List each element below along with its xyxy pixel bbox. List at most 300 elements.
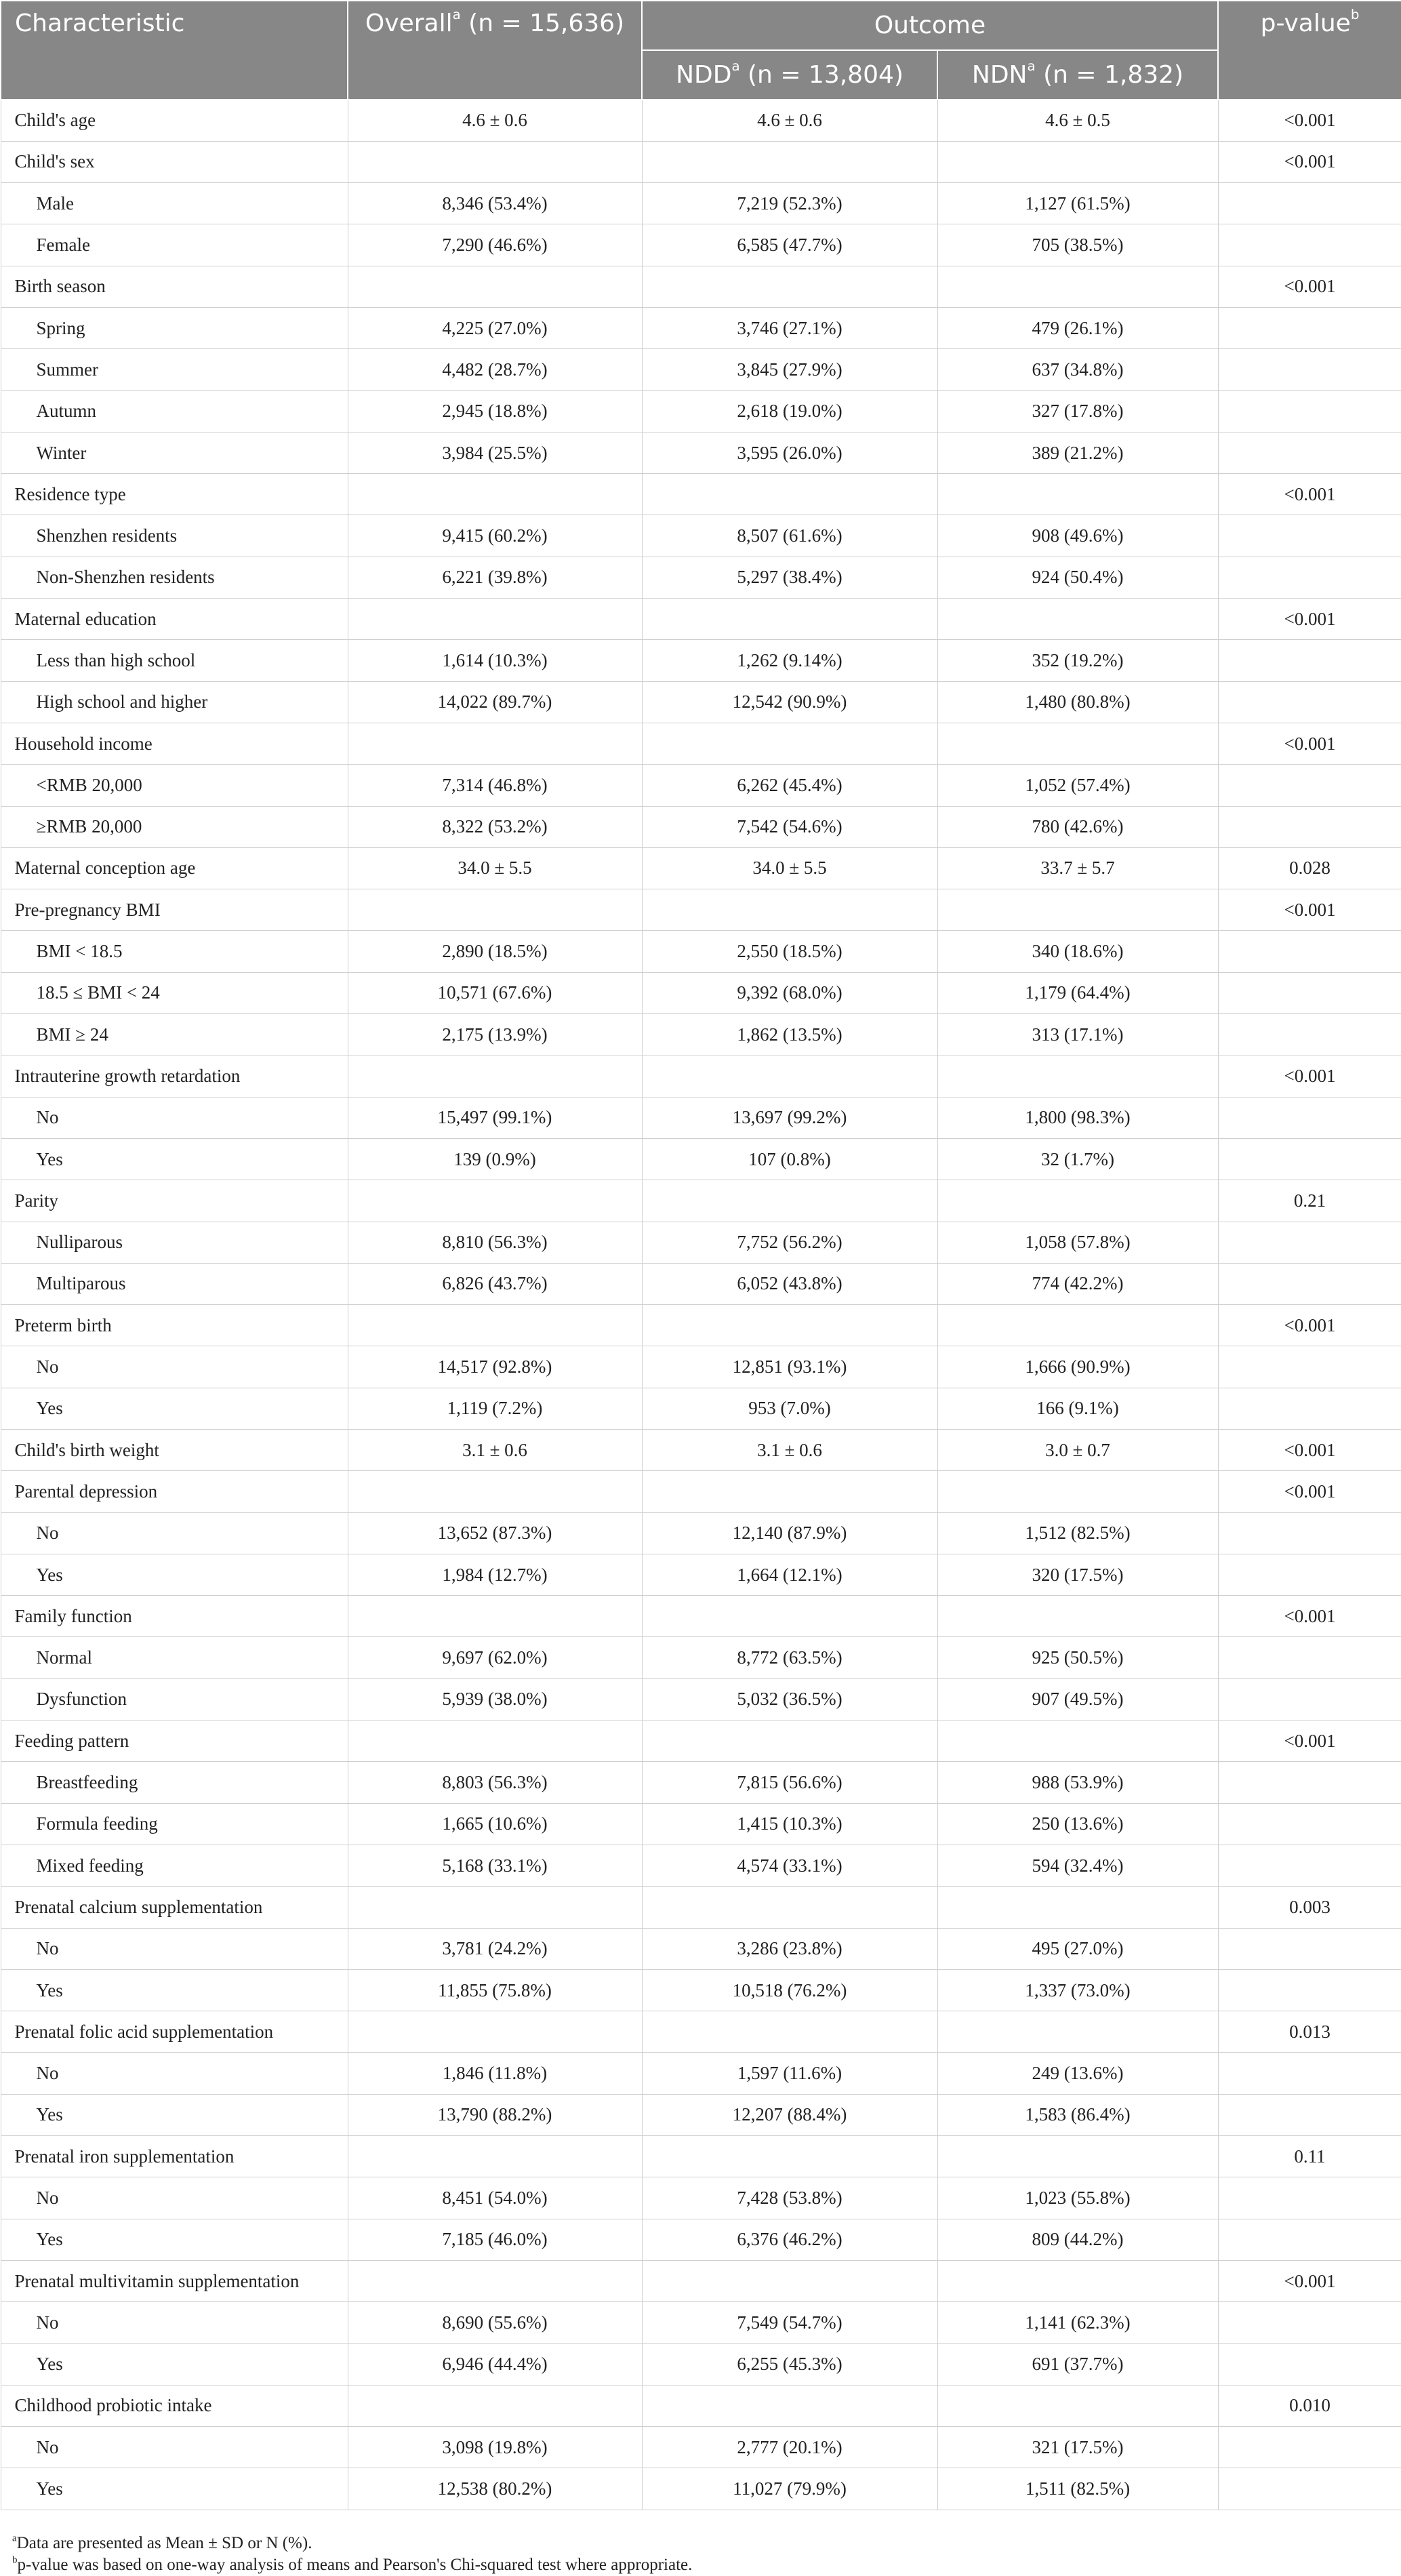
cell-ndn <box>937 2260 1218 2301</box>
cell-ndn: 1,800 (98.3%) <box>937 1097 1218 1138</box>
cell-ndd: 4.6 ± 0.6 <box>642 100 937 141</box>
cell-pvalue <box>1218 806 1401 847</box>
cell-ndd: 9,392 (68.0%) <box>642 972 937 1013</box>
row-label: Prenatal multivitamin supplementation <box>1 2260 348 2301</box>
cell-ndn: 925 (50.5%) <box>937 1637 1218 1678</box>
row-label: Preterm birth <box>1 1305 348 1346</box>
cell-ndd: 12,207 (88.4%) <box>642 2094 937 2135</box>
table-row <box>1 765 1401 806</box>
cell-pvalue <box>1218 1014 1401 1055</box>
cell-pvalue <box>1218 183 1401 224</box>
cell-overall <box>348 2136 642 2177</box>
table-row <box>1 1305 1401 1346</box>
row-label: Yes <box>1 1388 348 1429</box>
cell-ndd: 11,027 (79.9%) <box>642 2468 937 2510</box>
cell-ndn: 774 (42.2%) <box>937 1263 1218 1304</box>
cell-overall: 9,697 (62.0%) <box>348 1637 642 1678</box>
cell-ndd <box>642 599 937 640</box>
table-row <box>1 2302 1401 2343</box>
cell-ndn <box>937 266 1218 307</box>
cell-ndn: 313 (17.1%) <box>937 1014 1218 1055</box>
table-row <box>1 1969 1401 2011</box>
cell-overall: 3,984 (25.5%) <box>348 432 642 473</box>
row-label: Breastfeeding <box>1 1762 348 1803</box>
cell-ndd: 1,862 (13.5%) <box>642 1014 937 1055</box>
table-row <box>1 889 1401 931</box>
cell-ndd <box>642 474 937 515</box>
row-label: Maternal education <box>1 599 348 640</box>
row-label: Winter <box>1 432 348 473</box>
row-label: No <box>1 1512 348 1554</box>
table-row <box>1 2427 1401 2468</box>
header-pvalue: p-value$^b$ <box>1218 1 1401 100</box>
cell-overall: 2,945 (18.8%) <box>348 390 642 432</box>
cell-ndn: 32 (1.7%) <box>937 1138 1218 1180</box>
cell-overall: 13,652 (87.3%) <box>348 1512 642 1554</box>
table-row <box>1 2385 1401 2426</box>
table-row <box>1 1222 1401 1263</box>
cell-pvalue: <0.001 <box>1218 1720 1401 1762</box>
cell-ndd: 5,032 (36.5%) <box>642 1678 937 1720</box>
cell-pvalue <box>1218 2468 1401 2510</box>
cell-ndn <box>937 1055 1218 1097</box>
cell-ndd: 8,772 (63.5%) <box>642 1637 937 1678</box>
cell-ndn: 166 (9.1%) <box>937 1388 1218 1429</box>
cell-ndd: 7,549 (54.7%) <box>642 2302 937 2343</box>
cell-ndn: 809 (44.2%) <box>937 2219 1218 2260</box>
row-label: Yes <box>1 1969 348 2011</box>
cell-ndd: 2,550 (18.5%) <box>642 931 937 972</box>
row-label: Birth season <box>1 266 348 307</box>
row-label: BMI < 18.5 <box>1 931 348 972</box>
row-label: Maternal conception age <box>1 847 348 889</box>
cell-overall: 1,665 (10.6%) <box>348 1803 642 1845</box>
cell-ndd: 7,542 (54.6%) <box>642 806 937 847</box>
cell-ndd <box>642 2011 937 2053</box>
table-row <box>1 307 1401 348</box>
table-row <box>1 1803 1401 1845</box>
row-label: Yes <box>1 1554 348 1595</box>
cell-ndd <box>642 1471 937 1512</box>
row-label: Yes <box>1 2343 348 2385</box>
cell-overall: 3.1 ± 0.6 <box>348 1430 642 1471</box>
table-row <box>1 1512 1401 1554</box>
table-row <box>1 515 1401 557</box>
cell-ndn <box>937 1596 1218 1637</box>
table-row <box>1 1928 1401 1969</box>
table-row <box>1 557 1401 598</box>
cell-ndd: 3.1 ± 0.6 <box>642 1430 937 1471</box>
footnote-b: $^b$p-value was based on one-way analysis of means and Pearson's Chi-squared test where appropriate. <box>12 2554 693 2574</box>
table-row <box>1 1471 1401 1512</box>
cell-pvalue <box>1218 1097 1401 1138</box>
cell-pvalue <box>1218 2053 1401 2094</box>
cell-overall <box>348 2011 642 2053</box>
row-label: Less than high school <box>1 640 348 681</box>
row-label: No <box>1 2302 348 2343</box>
row-label: Yes <box>1 2094 348 2135</box>
row-label: Autumn <box>1 390 348 432</box>
cell-pvalue: <0.001 <box>1218 723 1401 764</box>
cell-overall: 7,314 (46.8%) <box>348 765 642 806</box>
table-row <box>1 1263 1401 1304</box>
cell-ndd: 7,219 (52.3%) <box>642 183 937 224</box>
cell-overall <box>348 2260 642 2301</box>
cell-pvalue <box>1218 557 1401 598</box>
table-row <box>1 806 1401 847</box>
cell-ndn <box>937 474 1218 515</box>
cell-pvalue <box>1218 1803 1401 1845</box>
table-row <box>1 2053 1401 2094</box>
cell-overall <box>348 266 642 307</box>
table-row <box>1 1097 1401 1138</box>
cell-overall <box>348 1471 642 1512</box>
cell-ndn: 250 (13.6%) <box>937 1803 1218 1845</box>
row-label: Prenatal calcium supplementation <box>1 1887 348 1928</box>
table-row <box>1 349 1401 390</box>
table-row <box>1 2011 1401 2053</box>
cell-pvalue <box>1218 1678 1401 1720</box>
cell-ndn <box>937 599 1218 640</box>
row-label: Childhood probiotic intake <box>1 2385 348 2426</box>
table-row <box>1 1430 1401 1471</box>
cell-overall <box>348 889 642 931</box>
cell-ndd <box>642 2136 937 2177</box>
cell-ndd: 12,542 (90.9%) <box>642 681 937 723</box>
cell-overall: 13,790 (88.2%) <box>348 2094 642 2135</box>
cell-ndd: 6,262 (45.4%) <box>642 765 937 806</box>
row-label: ≥RMB 20,000 <box>1 806 348 847</box>
cell-overall: 8,690 (55.6%) <box>348 2302 642 2343</box>
cell-ndn <box>937 2011 1218 2053</box>
cell-ndd: 8,507 (61.6%) <box>642 515 937 557</box>
row-label: Child's sex <box>1 141 348 182</box>
cell-ndn: 327 (17.8%) <box>937 390 1218 432</box>
table-row <box>1 1720 1401 1762</box>
table-row <box>1 681 1401 723</box>
cell-overall: 3,781 (24.2%) <box>348 1928 642 1969</box>
cell-overall <box>348 2385 642 2426</box>
cell-overall: 2,175 (13.9%) <box>348 1014 642 1055</box>
cell-ndn <box>937 889 1218 931</box>
row-label: Non-Shenzhen residents <box>1 557 348 598</box>
cell-overall: 6,826 (43.7%) <box>348 1263 642 1304</box>
cell-ndn: 705 (38.5%) <box>937 224 1218 266</box>
cell-ndn: 321 (17.5%) <box>937 2427 1218 2468</box>
row-label: Intrauterine growth retardation <box>1 1055 348 1097</box>
cell-ndd <box>642 1180 937 1222</box>
cell-ndn: 249 (13.6%) <box>937 2053 1218 2094</box>
cell-overall: 6,221 (39.8%) <box>348 557 642 598</box>
cell-ndn: 479 (26.1%) <box>937 307 1218 348</box>
cell-pvalue: <0.001 <box>1218 2260 1401 2301</box>
cell-ndd <box>642 1055 937 1097</box>
table-row <box>1 390 1401 432</box>
cell-ndd <box>642 1887 937 1928</box>
cell-ndn <box>937 141 1218 182</box>
cell-ndn: 1,337 (73.0%) <box>937 1969 1218 2011</box>
cell-pvalue <box>1218 515 1401 557</box>
cell-overall: 4,225 (27.0%) <box>348 307 642 348</box>
cell-pvalue <box>1218 1845 1401 1886</box>
table-row <box>1 1180 1401 1222</box>
cell-overall: 4,482 (28.7%) <box>348 349 642 390</box>
cell-overall <box>348 723 642 764</box>
cell-pvalue: 0.21 <box>1218 1180 1401 1222</box>
cell-overall: 6,946 (44.4%) <box>348 2343 642 2385</box>
cell-ndn: 33.7 ± 5.7 <box>937 847 1218 889</box>
cell-ndd <box>642 889 937 931</box>
header-characteristic: Characteristic <box>1 1 348 100</box>
cell-overall: 7,290 (46.6%) <box>348 224 642 266</box>
cell-ndn <box>937 2385 1218 2426</box>
cell-overall <box>348 1720 642 1762</box>
cell-overall: 5,168 (33.1%) <box>348 1845 642 1886</box>
table-row <box>1 2219 1401 2260</box>
cell-pvalue: <0.001 <box>1218 599 1401 640</box>
header-ndd: NDD$^a$ (n = 13,804) <box>642 50 937 100</box>
cell-ndn: 3.0 ± 0.7 <box>937 1430 1218 1471</box>
cell-ndd: 34.0 ± 5.5 <box>642 847 937 889</box>
table-row <box>1 1554 1401 1595</box>
cell-ndd <box>642 2385 937 2426</box>
table-header <box>1 1 1401 100</box>
cell-ndn <box>937 2136 1218 2177</box>
row-label: Household income <box>1 723 348 764</box>
table-row <box>1 1596 1401 1637</box>
row-label: Male <box>1 183 348 224</box>
cell-ndn: 1,511 (82.5%) <box>937 2468 1218 2510</box>
cell-ndn: 924 (50.4%) <box>937 557 1218 598</box>
cell-ndd: 13,697 (99.2%) <box>642 1097 937 1138</box>
cell-ndd: 3,595 (26.0%) <box>642 432 937 473</box>
table-row <box>1 972 1401 1013</box>
cell-overall <box>348 1180 642 1222</box>
cell-pvalue: 0.003 <box>1218 1887 1401 1928</box>
cell-ndd <box>642 141 937 182</box>
cell-pvalue <box>1218 1637 1401 1678</box>
cell-pvalue <box>1218 1138 1401 1180</box>
row-label: Feeding pattern <box>1 1720 348 1762</box>
cell-overall <box>348 1887 642 1928</box>
cell-pvalue: <0.001 <box>1218 1596 1401 1637</box>
table-row <box>1 723 1401 764</box>
cell-overall: 7,185 (46.0%) <box>348 2219 642 2260</box>
row-label: No <box>1 1346 348 1388</box>
row-label: No <box>1 1928 348 1969</box>
cell-overall: 8,346 (53.4%) <box>348 183 642 224</box>
row-label: Parental depression <box>1 1471 348 1512</box>
cell-ndn: 780 (42.6%) <box>937 806 1218 847</box>
cell-ndn: 1,052 (57.4%) <box>937 765 1218 806</box>
cell-ndn: 637 (34.8%) <box>937 349 1218 390</box>
table-row <box>1 432 1401 473</box>
cell-ndn: 907 (49.5%) <box>937 1678 1218 1720</box>
cell-ndd: 3,746 (27.1%) <box>642 307 937 348</box>
table-row <box>1 2468 1401 2510</box>
cell-ndn <box>937 1720 1218 1762</box>
cell-ndn: 1,583 (86.4%) <box>937 2094 1218 2135</box>
row-label: Yes <box>1 2468 348 2510</box>
table-row <box>1 141 1401 182</box>
cell-pvalue <box>1218 2094 1401 2135</box>
cell-pvalue <box>1218 2219 1401 2260</box>
cell-pvalue <box>1218 2343 1401 2385</box>
cell-ndd: 6,255 (45.3%) <box>642 2343 937 2385</box>
row-label: Multiparous <box>1 1263 348 1304</box>
row-label: Dysfunction <box>1 1678 348 1720</box>
cell-pvalue: <0.001 <box>1218 141 1401 182</box>
cell-pvalue: <0.001 <box>1218 100 1401 141</box>
cell-pvalue <box>1218 349 1401 390</box>
row-label: High school and higher <box>1 681 348 723</box>
cell-ndd: 3,286 (23.8%) <box>642 1928 937 1969</box>
table-row <box>1 2260 1401 2301</box>
row-label: Child's age <box>1 100 348 141</box>
cell-pvalue <box>1218 1263 1401 1304</box>
cell-overall: 8,810 (56.3%) <box>348 1222 642 1263</box>
row-label: Shenzhen residents <box>1 515 348 557</box>
table-row <box>1 1138 1401 1180</box>
cell-pvalue <box>1218 1969 1401 2011</box>
cell-ndd: 3,845 (27.9%) <box>642 349 937 390</box>
row-label: No <box>1 2177 348 2219</box>
cell-ndd: 1,262 (9.14%) <box>642 640 937 681</box>
cell-ndd: 2,618 (19.0%) <box>642 390 937 432</box>
cell-ndd: 953 (7.0%) <box>642 1388 937 1429</box>
cell-ndn <box>937 1471 1218 1512</box>
cell-ndn <box>937 723 1218 764</box>
cell-pvalue <box>1218 2302 1401 2343</box>
cell-pvalue <box>1218 2177 1401 2219</box>
cell-overall: 15,497 (99.1%) <box>348 1097 642 1138</box>
cell-pvalue: <0.001 <box>1218 1471 1401 1512</box>
cell-overall: 12,538 (80.2%) <box>348 2468 642 2510</box>
table-row <box>1 1762 1401 1803</box>
cell-pvalue: <0.001 <box>1218 889 1401 931</box>
cell-ndd: 1,664 (12.1%) <box>642 1554 937 1595</box>
cell-overall: 4.6 ± 0.6 <box>348 100 642 141</box>
cell-pvalue <box>1218 224 1401 266</box>
cell-ndd: 2,777 (20.1%) <box>642 2427 937 2468</box>
row-label: Pre-pregnancy BMI <box>1 889 348 931</box>
cell-ndn: 1,127 (61.5%) <box>937 183 1218 224</box>
table-row <box>1 1346 1401 1388</box>
cell-ndn: 1,023 (55.8%) <box>937 2177 1218 2219</box>
cell-pvalue <box>1218 2427 1401 2468</box>
row-label: Mixed feeding <box>1 1845 348 1886</box>
cell-pvalue <box>1218 1928 1401 1969</box>
cell-pvalue: 0.010 <box>1218 2385 1401 2426</box>
cell-overall: 1,846 (11.8%) <box>348 2053 642 2094</box>
cell-overall: 1,614 (10.3%) <box>348 640 642 681</box>
table-row <box>1 100 1401 141</box>
cell-ndd: 7,815 (56.6%) <box>642 1762 937 1803</box>
row-label: Parity <box>1 1180 348 1222</box>
cell-ndd <box>642 266 937 307</box>
table-row <box>1 183 1401 224</box>
table-row <box>1 1637 1401 1678</box>
cell-ndd: 1,415 (10.3%) <box>642 1803 937 1845</box>
cell-overall: 8,322 (53.2%) <box>348 806 642 847</box>
cell-ndd: 6,376 (46.2%) <box>642 2219 937 2260</box>
cell-overall: 3,098 (19.8%) <box>348 2427 642 2468</box>
table-row <box>1 1388 1401 1429</box>
table-row <box>1 1845 1401 1886</box>
row-label: BMI ≥ 24 <box>1 1014 348 1055</box>
cell-pvalue: 0.11 <box>1218 2136 1401 2177</box>
cell-ndd: 7,752 (56.2%) <box>642 1222 937 1263</box>
row-label: Formula feeding <box>1 1803 348 1845</box>
cell-overall: 14,022 (89.7%) <box>348 681 642 723</box>
cell-ndn: 340 (18.6%) <box>937 931 1218 972</box>
cell-overall: 10,571 (67.6%) <box>348 972 642 1013</box>
table-row <box>1 847 1401 889</box>
cell-ndn: 352 (19.2%) <box>937 640 1218 681</box>
cell-overall <box>348 1305 642 1346</box>
cell-ndn: 988 (53.9%) <box>937 1762 1218 1803</box>
table-row <box>1 474 1401 515</box>
header-overall: Overall$^a$ (n = 15,636) <box>348 1 642 100</box>
cell-ndd <box>642 1596 937 1637</box>
cell-overall: 1,119 (7.2%) <box>348 1388 642 1429</box>
table-row <box>1 1055 1401 1097</box>
cell-ndd: 5,297 (38.4%) <box>642 557 937 598</box>
cell-pvalue <box>1218 1222 1401 1263</box>
cell-ndn: 594 (32.4%) <box>937 1845 1218 1886</box>
cell-ndn: 1,179 (64.4%) <box>937 972 1218 1013</box>
cell-pvalue: <0.001 <box>1218 1430 1401 1471</box>
cell-ndd: 107 (0.8%) <box>642 1138 937 1180</box>
row-label: No <box>1 1097 348 1138</box>
cell-ndd: 12,851 (93.1%) <box>642 1346 937 1388</box>
cell-pvalue: <0.001 <box>1218 266 1401 307</box>
row-label: No <box>1 2053 348 2094</box>
table-row <box>1 931 1401 972</box>
cell-overall: 8,451 (54.0%) <box>348 2177 642 2219</box>
cell-overall: 5,939 (38.0%) <box>348 1678 642 1720</box>
cell-overall <box>348 474 642 515</box>
table-row <box>1 2343 1401 2385</box>
cell-ndn: 1,512 (82.5%) <box>937 1512 1218 1554</box>
cell-overall <box>348 599 642 640</box>
cell-overall: 2,890 (18.5%) <box>348 931 642 972</box>
cell-ndn: 1,666 (90.9%) <box>937 1346 1218 1388</box>
cell-ndd: 4,574 (33.1%) <box>642 1845 937 1886</box>
table-row <box>1 224 1401 266</box>
cell-pvalue <box>1218 1346 1401 1388</box>
cell-pvalue <box>1218 307 1401 348</box>
table-row <box>1 2177 1401 2219</box>
table-row <box>1 1678 1401 1720</box>
cell-ndd: 1,597 (11.6%) <box>642 2053 937 2094</box>
row-label: Summer <box>1 349 348 390</box>
row-label: Nulliparous <box>1 1222 348 1263</box>
cell-pvalue <box>1218 765 1401 806</box>
table-row <box>1 599 1401 640</box>
cell-ndn: 691 (37.7%) <box>937 2343 1218 2385</box>
cell-ndn: 1,480 (80.8%) <box>937 681 1218 723</box>
cell-pvalue: <0.001 <box>1218 1305 1401 1346</box>
cell-pvalue <box>1218 931 1401 972</box>
cell-pvalue <box>1218 1388 1401 1429</box>
table-row <box>1 640 1401 681</box>
cell-overall: 14,517 (92.8%) <box>348 1346 642 1388</box>
cell-pvalue <box>1218 1554 1401 1595</box>
cell-pvalue: 0.028 <box>1218 847 1401 889</box>
cell-overall <box>348 1596 642 1637</box>
cell-ndd <box>642 2260 937 2301</box>
